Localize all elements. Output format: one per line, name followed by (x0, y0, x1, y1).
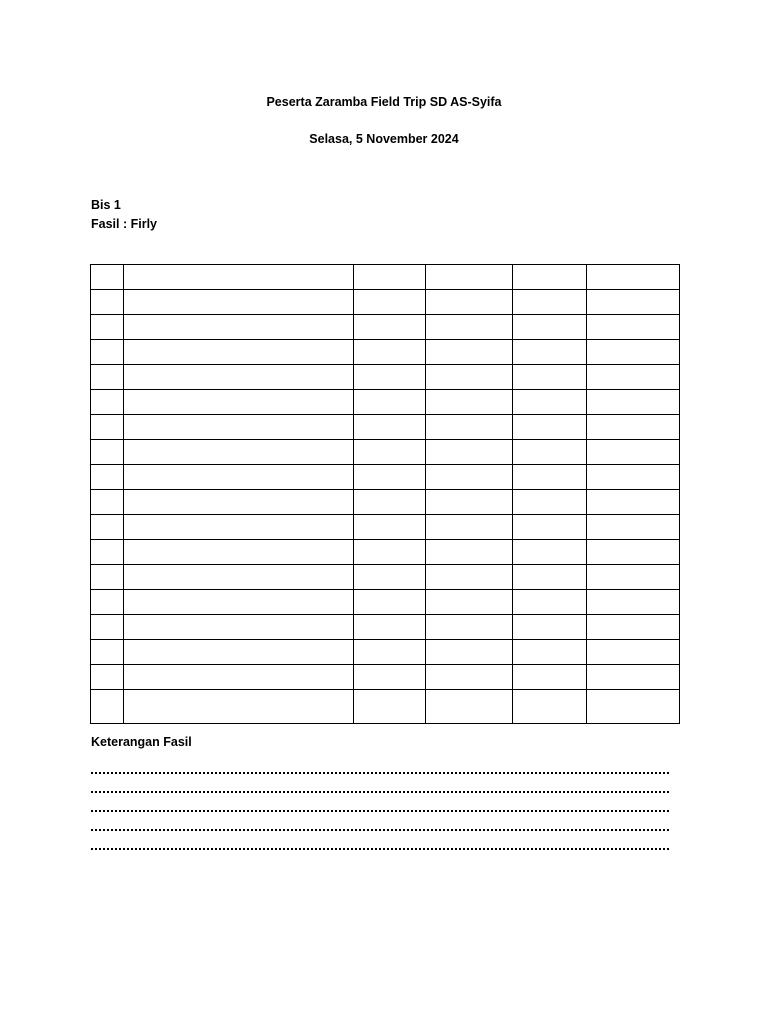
table-cell (587, 640, 680, 665)
table-cell (124, 615, 354, 640)
table-row (91, 440, 680, 465)
table-cell (91, 615, 124, 640)
notes-line (91, 848, 669, 850)
table-row (91, 690, 680, 724)
table-cell (426, 440, 513, 465)
table-cell (354, 315, 426, 340)
table-row (91, 565, 680, 590)
table-cell (91, 340, 124, 365)
bus-label: Bis 1 (91, 198, 121, 212)
table-cell (587, 565, 680, 590)
table-cell (513, 465, 587, 490)
table-cell (513, 415, 587, 440)
notes-title: Keterangan Fasil (91, 735, 192, 749)
table-cell (354, 515, 426, 540)
table-cell (587, 615, 680, 640)
table-cell (513, 665, 587, 690)
table-header-cell (91, 265, 124, 290)
table-cell (354, 390, 426, 415)
table-cell (91, 540, 124, 565)
table-cell (124, 540, 354, 565)
table-cell (91, 415, 124, 440)
table-header-cell (587, 265, 680, 290)
table-cell (354, 340, 426, 365)
table-cell (124, 590, 354, 615)
table-cell (124, 415, 354, 440)
table-cell (513, 315, 587, 340)
table-cell (124, 290, 354, 315)
table-cell (426, 290, 513, 315)
table-cell (426, 690, 513, 724)
table-cell (354, 665, 426, 690)
notes-line (91, 810, 669, 812)
table-row (91, 315, 680, 340)
table-cell (426, 540, 513, 565)
table-cell (426, 390, 513, 415)
table-cell (426, 515, 513, 540)
table-cell (91, 565, 124, 590)
table-cell (513, 590, 587, 615)
table-cell (91, 365, 124, 390)
table-row (91, 590, 680, 615)
table-row (91, 640, 680, 665)
table-cell (513, 690, 587, 724)
table-cell (124, 515, 354, 540)
table-cell (426, 415, 513, 440)
table-cell (124, 465, 354, 490)
table-header-cell (426, 265, 513, 290)
table-cell (354, 590, 426, 615)
table-row (91, 415, 680, 440)
table-header-cell (513, 265, 587, 290)
table-cell (587, 365, 680, 390)
table-cell (426, 640, 513, 665)
table-cell (513, 390, 587, 415)
table-row (91, 465, 680, 490)
table-cell (426, 315, 513, 340)
table-header-cell (124, 265, 354, 290)
table-cell (426, 465, 513, 490)
table-cell (426, 615, 513, 640)
table-row (91, 540, 680, 565)
facilitator-label: Fasil : Firly (91, 217, 157, 231)
table-row (91, 390, 680, 415)
table-cell (91, 465, 124, 490)
table-cell (587, 315, 680, 340)
table-cell (587, 490, 680, 515)
table-cell (124, 340, 354, 365)
table-row (91, 515, 680, 540)
table-cell (354, 565, 426, 590)
table-cell (587, 390, 680, 415)
table-row (91, 615, 680, 640)
table-row (91, 665, 680, 690)
table-cell (124, 640, 354, 665)
table-cell (124, 315, 354, 340)
table-cell (587, 290, 680, 315)
table-cell (513, 515, 587, 540)
table-cell (124, 665, 354, 690)
table-cell (354, 690, 426, 724)
table-row (91, 365, 680, 390)
table-cell (124, 365, 354, 390)
table-cell (91, 315, 124, 340)
notes-line (91, 829, 669, 831)
table-cell (513, 340, 587, 365)
table-cell (124, 390, 354, 415)
table-cell (354, 415, 426, 440)
table-row (91, 340, 680, 365)
table-cell (513, 290, 587, 315)
table-cell (513, 615, 587, 640)
table-row (91, 290, 680, 315)
table-cell (354, 365, 426, 390)
table-cell (91, 290, 124, 315)
table-cell (426, 590, 513, 615)
table-cell (587, 415, 680, 440)
table-cell (587, 665, 680, 690)
table-cell (426, 565, 513, 590)
table-header-cell (354, 265, 426, 290)
table-cell (124, 490, 354, 515)
document-date: Selasa, 5 November 2024 (309, 132, 459, 146)
table-cell (587, 515, 680, 540)
table-cell (354, 465, 426, 490)
table-cell (354, 615, 426, 640)
table-cell (91, 590, 124, 615)
notes-line (91, 791, 669, 793)
table-cell (124, 690, 354, 724)
table-cell (91, 390, 124, 415)
table-cell (91, 640, 124, 665)
table-cell (354, 290, 426, 315)
table-cell (354, 440, 426, 465)
table-cell (91, 440, 124, 465)
table-cell (426, 365, 513, 390)
table-cell (587, 340, 680, 365)
table-cell (587, 440, 680, 465)
notes-line (91, 772, 669, 774)
table-cell (91, 515, 124, 540)
table-cell (124, 440, 354, 465)
table-cell (513, 490, 587, 515)
table-cell (91, 690, 124, 724)
table-row (91, 490, 680, 515)
table-cell (513, 565, 587, 590)
table-cell (587, 690, 680, 724)
participants-table (90, 264, 680, 724)
table-cell (124, 565, 354, 590)
table-cell (513, 640, 587, 665)
table-header-row (91, 265, 680, 290)
table-cell (587, 465, 680, 490)
table-cell (513, 365, 587, 390)
table-cell (587, 540, 680, 565)
table-cell (354, 640, 426, 665)
table-cell (91, 490, 124, 515)
table-cell (91, 665, 124, 690)
table-cell (587, 590, 680, 615)
table-cell (426, 665, 513, 690)
participants-table-body (91, 265, 680, 724)
document-title: Peserta Zaramba Field Trip SD AS-Syifa (266, 95, 502, 109)
table-cell (513, 440, 587, 465)
table-cell (426, 340, 513, 365)
table-cell (426, 490, 513, 515)
table-cell (513, 540, 587, 565)
table-cell (354, 490, 426, 515)
table-cell (354, 540, 426, 565)
